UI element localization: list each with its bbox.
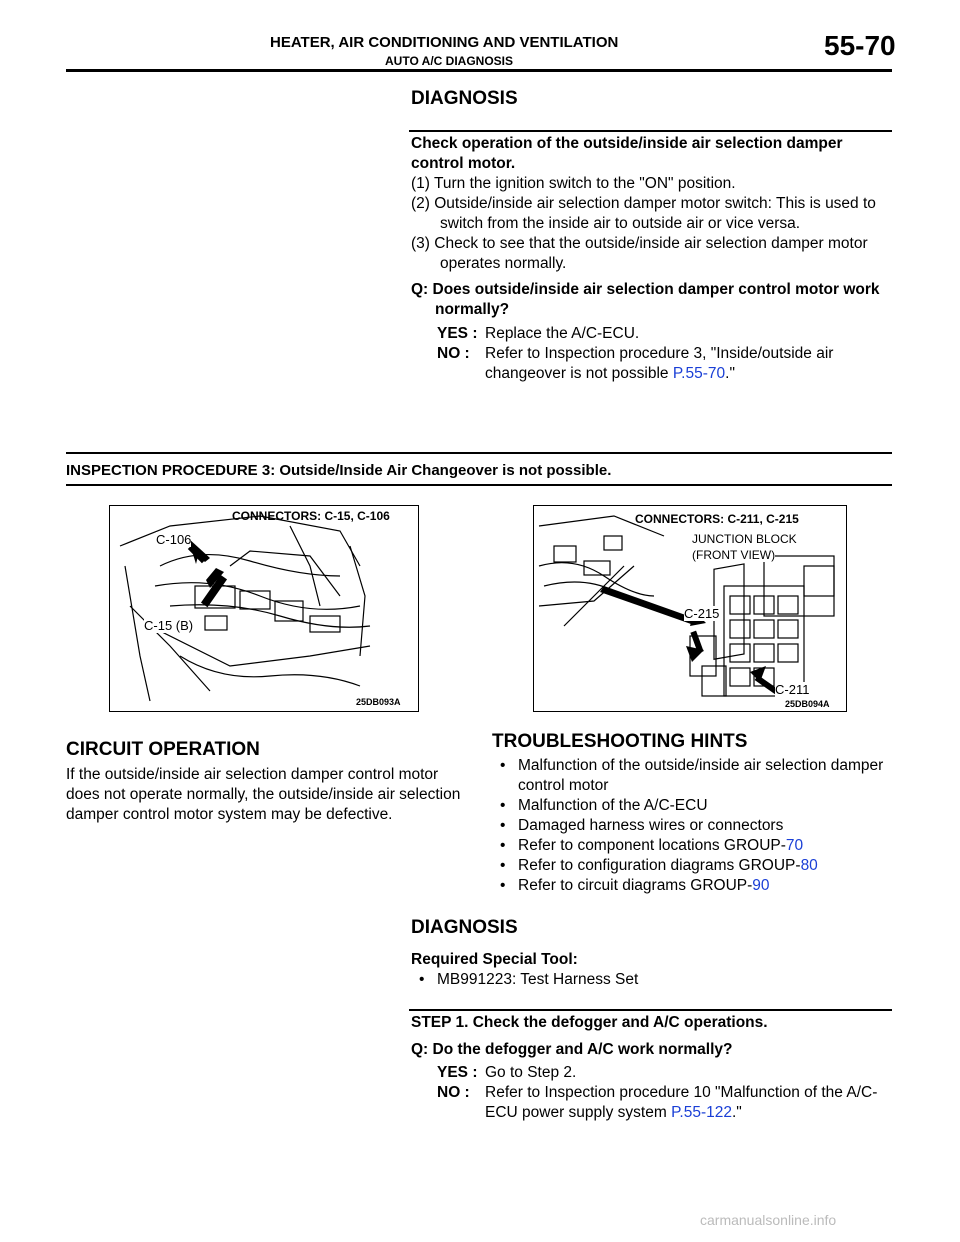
step1-rule [409,1009,892,1011]
bullet-icon: • [500,857,506,874]
check-title: Check operation of the outside/inside air selection damper control motor. [411,135,843,172]
yes-label: YES : [437,1064,478,1081]
page-link-55-122[interactable]: P.55-122 [671,1104,732,1121]
watermark: carmanualsonline.info [700,1212,837,1228]
hint-text: Refer to configuration diagrams GROUP- [518,857,801,874]
no-label: NO : [437,345,470,362]
tool-item [415,970,907,990]
inspection-rule-bottom [66,484,892,486]
header-subtitle: AUTO A/C DIAGNOSIS [385,54,514,68]
header-title: HEATER, AIR CONDITIONING AND VENTILATION [270,34,619,51]
diagnosis-body [411,134,893,384]
no-text: Refer to Inspection procedure 3, "Inside/outside air changeover is not possible [485,345,834,382]
tool-text: MB991223: Test Harness Set [437,971,639,988]
yes-text: Go to Step 2. [485,1064,577,1081]
answer-no [437,1083,893,1123]
answers [411,324,893,384]
circuit-heading: CIRCUIT OPERATION [66,739,260,760]
group-link-80[interactable]: 80 [800,857,818,874]
figure2-label-c215: C-215 [684,606,720,621]
inspection-rule-top [66,452,892,454]
header-rule [66,69,892,72]
hint-item [496,816,894,836]
figure2-label-c211: C-211 [775,682,810,697]
answer-yes [437,324,893,344]
diagnosis-heading: DIAGNOSIS [411,88,518,109]
hint-text: Damaged harness wires or connectors [518,817,784,834]
no-text-end: ." [725,365,735,382]
hint-text: Refer to circuit diagrams GROUP- [518,877,753,894]
no-text-end: ." [731,1104,742,1121]
yes-text: Replace the A/C-ECU. [485,325,640,342]
figure1-label-c106: C-106 [156,532,192,547]
figure-connectors-c15-c106 [109,505,419,712]
step1-title: STEP 1. Check the defogger and A/C operations. [411,1014,768,1031]
hints-list [496,756,894,896]
hint-item [496,876,894,896]
hint-item [496,796,894,816]
hint-text: Malfunction of the outside/inside air selection damper control motor [518,757,884,794]
question: Q: Does outside/inside air selection damper control motor work normally? [411,281,880,318]
step-3: (3) Check to see that the outside/inside air selection damper motor operates normally. [411,235,868,272]
diagnosis2-heading: DIAGNOSIS [411,917,518,938]
figure-connectors-c211-c215 [533,505,847,712]
tool-title: Required Special Tool: [411,951,578,968]
step1-answers [437,1063,893,1123]
answer-no [437,344,893,384]
yes-label: YES : [437,325,478,342]
group-link-90[interactable]: 90 [752,877,770,894]
answer-yes [437,1063,893,1083]
step1-question: Q: Do the defogger and A/C work normally? [411,1041,733,1058]
bullet-icon: • [500,877,506,894]
figure2-block-line2: (FRONT VIEW) [692,548,776,562]
no-label: NO : [437,1084,470,1101]
step-2: (2) Outside/inside air selection damper motor switch: This is used to switch from the inside air to outside air or vice versa. [411,195,876,232]
hint-text: Refer to component locations GROUP- [518,837,786,854]
no-text: Refer to Inspection procedure 10 "Malfunction of the A/C-ECU power supply system [485,1084,878,1121]
step-1: (1) Turn the ignition switch to the "ON" position. [411,175,736,192]
page-link-55-70[interactable]: P.55-70 [672,365,726,382]
bullet-icon: • [500,757,506,774]
page-number: 55-70 [824,30,896,61]
hint-item [496,836,894,856]
circuit-text: If the outside/inside air selection damper control motor does not operate normally, the outside/inside air selection damper control motor system may be defective. [66,766,461,823]
figure1-title: CONNECTORS: C-15, C-106 [232,509,390,523]
figure2-code: 25DB094A [785,699,830,709]
figure2-title: CONNECTORS: C-211, C-215 [635,512,799,526]
figure2-block-line1: JUNCTION BLOCK [692,532,797,546]
bullet-icon: • [419,971,425,988]
hint-item [496,756,894,796]
bullet-icon: • [500,797,506,814]
group-link-70[interactable]: 70 [785,837,804,854]
hint-text: Malfunction of the A/C-ECU [518,797,708,814]
bullet-icon: • [500,817,506,834]
figure1-code: 25DB093A [356,697,401,707]
bullet-icon: • [500,837,506,854]
hints-heading: TROUBLESHOOTING HINTS [492,731,748,752]
inspection-title: INSPECTION PROCEDURE 3: Outside/Inside Air Changeover is not possible. [66,462,612,479]
diagnosis-rule [409,130,892,132]
figure1-label-c15: C-15 (B) [144,618,194,633]
hint-item [496,856,894,876]
